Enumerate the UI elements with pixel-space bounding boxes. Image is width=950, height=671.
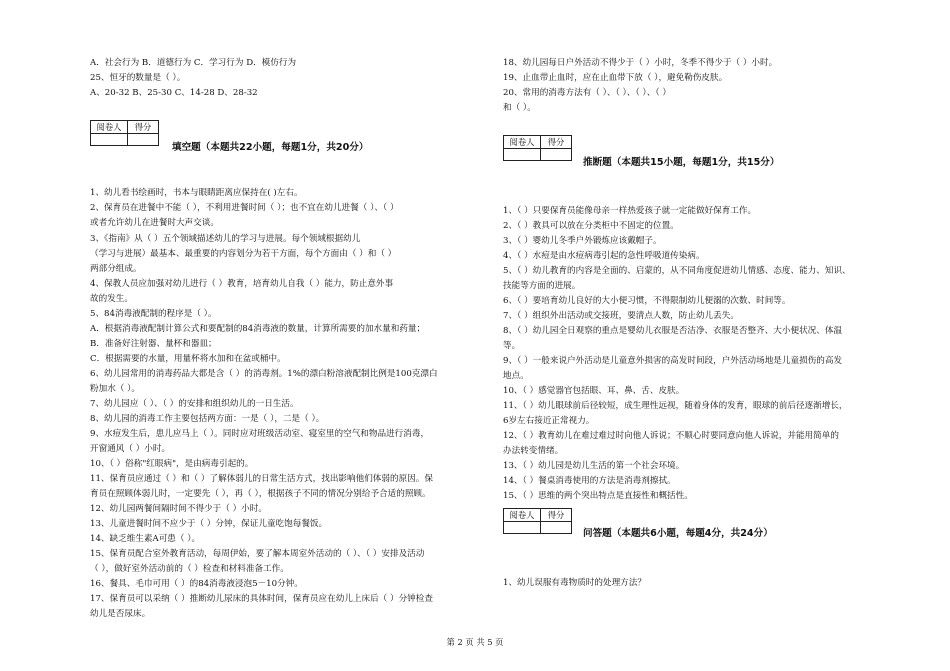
score-cell: [541, 149, 572, 161]
question-line: 1、幼儿误服有毒物质时的处理方法？: [503, 578, 646, 588]
text-line: 19、止血带止血时，应在止血带下放（ ），避免勒伤皮肤。: [503, 73, 728, 83]
score-box: [503, 135, 572, 161]
question-line: 2、（ ）教具可以放在分类柜中不固定的位置。: [503, 221, 679, 231]
question-line: 9、水痘发生后，患儿应马上（ ）。同时应对班级活动室、寝室里的空气和物品进行消毒，: [90, 429, 430, 439]
page-number: 第 2 页 共 5 页: [446, 637, 504, 647]
question-line: 11、保育员应通过（ ）和（ ）了解体弱儿的日常生活方式，找出影响他们体弱的原因。保: [90, 474, 433, 484]
grader-cell: [504, 149, 541, 161]
question-line: 6、幼儿园常用的消毒药品大都是含（ ）的消毒剂。1%的漂白粉溶液配制比例是100克漂白: [90, 369, 438, 379]
question-line: 8、幼儿园的消毒工作主要包括两方面：一是（ ），二是（ ）。: [90, 414, 325, 424]
text-line: 18、幼儿园每日户外活动不得少于（ ）小时，冬季不得少于（ ）小时。: [503, 58, 778, 68]
question-line: 6岁左右接近正常视力。: [503, 416, 595, 426]
score-box: [90, 120, 159, 146]
question-line: 7、幼儿园应（ ）、（ ）的安排和组织幼儿的一日生活。: [90, 399, 299, 409]
question-line: 14、（ ）餐桌消毒使用的方法是消毒剂擦拭。: [503, 476, 676, 486]
score-cell: [128, 134, 159, 146]
score-cell: [541, 522, 572, 534]
question-line: 5、（ ）幼儿教育的内容是全面的、启蒙的，从不同角度促进幼儿情感、态度、能力、知识、: [503, 266, 851, 276]
question-line: 4、保教人员应加强对幼儿进行（ ）教育，培育幼儿自我（ ）能力，防止意外事: [90, 279, 394, 289]
question-line: A．根据消毒液配制计算公式和要配制的84消毒液的数量，计算所需要的加水量和药量；: [90, 324, 426, 334]
question-line: 12、幼儿园两餐间隔时间不得少于（ ）小时。: [90, 504, 267, 514]
section-title: 问答题（本题共6小题，每题4分，共24分）: [583, 528, 773, 539]
score-label: 得分: [128, 121, 159, 134]
question-line: 13、（ ）幼儿园是幼儿生活的第一个社会环境。: [503, 461, 685, 471]
question-line: 4、（ ）水痘是由水痘病毒引起的急性呼吸道传染病。: [503, 251, 705, 261]
question-line: 或者允许幼儿在进餐时大声交谈。: [90, 218, 219, 228]
question-line: 15、保育员配合室外教育活动，每周伊始，要了解本周室外活动的（ ）、（ ）安排及活动: [90, 549, 425, 559]
question-line: 10、（ ）俗称"红眼病"，是由病毒引起的。: [90, 459, 254, 469]
question-line: 技能等方面的进展。: [503, 281, 581, 291]
question-line: （ ），做好室外活动前的（ ）检查和材料准备工作。: [90, 564, 289, 574]
question-line: 11、（ ）幼儿眼球前后径较短，成生理性远视，随着身体的发育，眼球的前后径逐渐增长，: [503, 401, 848, 411]
grader-label: 阅卷人: [504, 136, 541, 149]
score-label: 得分: [541, 509, 572, 522]
question-line: 9、（ ）一般来说户外活动是儿童意外损害的高发时间段，户外活动场地是儿童损伤的高发: [503, 356, 843, 366]
score-box: [503, 508, 572, 534]
section-title: 推断题（本题共15小题，每题1分，共15分）: [583, 157, 780, 168]
grader-cell: [504, 522, 541, 534]
question-line: B．准备好注射器、量杯和器皿；: [90, 339, 217, 349]
question-line: 1、幼儿看书绘画时，书本与眼睛距离应保持在( )左右。: [90, 188, 303, 198]
text-line: A．社会行为 B．道德行为 C．学习行为 D．模仿行为: [90, 58, 297, 68]
section-title: 填空题（本题共22小题，每题1分，共20分）: [172, 142, 369, 153]
question-line: 8、（ ）幼儿园全日观察的重点是婴幼儿衣服是否洁净、衣服是否整齐、大小便状况、体温: [503, 326, 843, 336]
question-line: 等。: [503, 341, 521, 351]
grader-label: 阅卷人: [91, 121, 128, 134]
question-line: 7、（ ）组织外出活动或交接班，要清点人数，防止幼儿丢失。: [503, 311, 739, 321]
text-line: 25、恒牙的数量是（ ）。: [90, 73, 186, 83]
question-line: 地点。: [503, 371, 529, 381]
question-line: 1、（ ）只要保育员能像母亲一样热爱孩子就一定能做好保育工作。: [503, 206, 757, 216]
question-line: 3、（ ）婴幼儿冬季户外锻炼应该戴帽子。: [503, 236, 662, 246]
question-line: 10、（ ）感觉器官包括眼、耳、鼻、舌、皮肤。: [503, 386, 685, 396]
question-line: 粉加水（ ）。: [90, 384, 140, 394]
question-line: 育员在照顾体弱儿时，一定要先（ ），再（ ），根据孩子不同的情况分别给予合适的照顾。: [90, 489, 431, 499]
question-line: 两部分组成。: [90, 264, 142, 274]
question-line: 开窗通风（ ）小时。: [90, 444, 171, 454]
question-line: （学习与进展）最基本、最重要的内容划分为若干方面，每个方面由（ ）和（ ）: [90, 249, 397, 259]
question-line: 14、缺乏维生素A可患（ ）。: [90, 534, 201, 544]
question-line: 6、（ ）要培育幼儿良好的大小便习惯，不得限制幼儿便溺的次数、时间等。: [503, 296, 791, 306]
question-line: 13、儿童进餐时间不应少于（ ）分钟，保证儿童吃饱每餐饭。: [90, 519, 328, 529]
score-label: 得分: [541, 136, 572, 149]
question-line: 故的发生。: [90, 294, 133, 304]
question-line: C．根据需要的水量，用量杯将水加和在盆或桶中。: [90, 354, 286, 364]
question-line: 12、（ ）教育幼儿在难过难过时向他人诉说；不顺心时要同意向他人诉说，并能用简单的: [503, 431, 839, 441]
text-line: 20、常用的消毒方法有（ ）、（ ）、（ ）、（ ）: [503, 88, 671, 98]
question-line: 幼儿是否尿床。: [90, 609, 151, 619]
question-line: 办法转变情绪。: [503, 446, 564, 456]
question-line: 17、保育员可以采纳（ ）推断幼儿尿床的具体时间，保育员应在幼儿上床后（ ）分钟检查: [90, 594, 433, 604]
question-line: 15、（ ）思维的两个突出特点是直接性和概括性。: [503, 491, 693, 501]
question-line: 3、《指南》从（ ）五个领域描述幼儿的学习与进展。每个领域根据幼儿: [90, 234, 361, 244]
grader-label: 阅卷人: [504, 509, 541, 522]
grader-cell: [91, 134, 128, 146]
question-line: 5、84消毒液配制的程序是（ ）。: [90, 309, 217, 319]
question-line: 16、餐具、毛巾可用（ ）的84消毒液浸泡5－10分钟。: [90, 579, 303, 589]
text-line: A、20-32 B、25-30 C、14-28 D、28-32: [90, 88, 258, 98]
question-line: 2、保育员在进餐中不能（ ），不利用进餐时间（ ）；也不宜在幼儿进餐（ ）、（ ）: [90, 203, 399, 213]
text-line: 和（ ）。: [503, 103, 536, 113]
